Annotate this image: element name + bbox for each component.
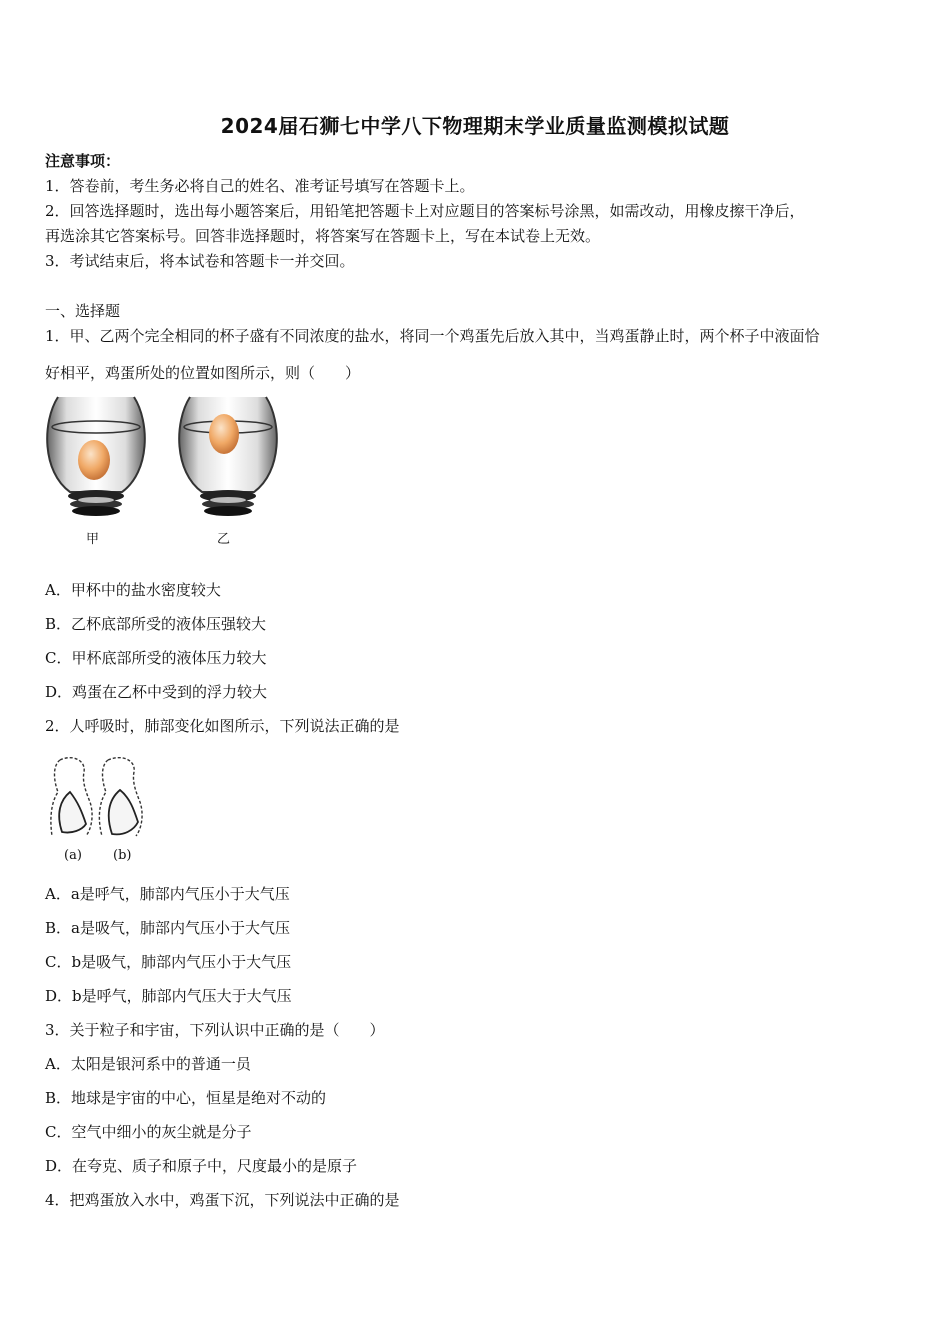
q1-option-d: D．鸡蛋在乙杯中受到的浮力较大 bbox=[45, 683, 268, 701]
q3-option-d: D．在夸克、质子和原子中，尺度最小的是原子 bbox=[45, 1157, 358, 1175]
q1-egg-cups-figure bbox=[40, 392, 290, 522]
q1-option-c: C．甲杯底部所受的液体压力较大 bbox=[45, 649, 267, 667]
page-title: 2024届石狮七中学八下物理期末学业质量监测模拟试题 bbox=[220, 114, 730, 138]
notice-item-2: 2．回答选择题时，选出每小题答案后，用铅笔把答题卡上对应题目的答案标号涂黑，如需改动，用橡皮擦干净后， bbox=[45, 202, 805, 220]
notice-heading: 注意事项： bbox=[45, 152, 121, 170]
q2-option-c: C．b是吸气，肺部内气压小于大气压 bbox=[45, 953, 292, 971]
q1-label-jia: 甲 bbox=[86, 532, 100, 547]
q1-stem-line1: 1．甲、乙两个完全相同的杯子盛有不同浓度的盐水，将同一个鸡蛋先后放入其中，当鸡蛋静止时，两个杯子中液面恰 bbox=[45, 327, 820, 345]
egg-yi bbox=[209, 414, 239, 454]
q1-option-a: A．甲杯中的盐水密度较大 bbox=[45, 581, 221, 599]
q3-stem: 3．关于粒子和宇宙，下列认识中正确的是（ ） bbox=[45, 1021, 385, 1039]
q2-stem: 2．人呼吸时，肺部变化如图所示，下列说法正确的是 bbox=[45, 717, 400, 735]
egg-jia bbox=[78, 440, 110, 480]
q3-option-c: C．空气中细小的灰尘就是分子 bbox=[45, 1123, 252, 1141]
q2-option-a: A．a是呼气，肺部内气压小于大气压 bbox=[45, 885, 290, 903]
q1-label-yi: 乙 bbox=[217, 532, 231, 547]
cup-jia bbox=[47, 397, 145, 516]
q2-label-a: (a) bbox=[64, 848, 82, 863]
q1-stem-line2: 好相平，鸡蛋所处的位置如图所示，则（ ） bbox=[45, 364, 361, 382]
notice-item-3: 3．考试结束后，将本试卷和答题卡一并交回。 bbox=[45, 252, 355, 270]
notice-item-2-cont: 再选涂其它答案标号。回答非选择题时，将答案写在答题卡上，写在本试卷上无效。 bbox=[45, 227, 601, 245]
q1-option-b: B．乙杯底部所受的液体压强较大 bbox=[45, 615, 267, 633]
notice-item-1: 1．答卷前，考生务必将自己的姓名、准考证号填写在答题卡上。 bbox=[45, 177, 475, 195]
q4-stem: 4．把鸡蛋放入水中，鸡蛋下沉，下列说法中正确的是 bbox=[45, 1191, 400, 1209]
q2-option-b: B．a是吸气，肺部内气压小于大气压 bbox=[45, 919, 290, 937]
q3-option-b: B．地球是宇宙的中心，恒星是绝对不动的 bbox=[45, 1089, 327, 1107]
q3-option-a: A．太阳是银河系中的普通一员 bbox=[45, 1055, 251, 1073]
q2-lungs-figure bbox=[46, 752, 146, 842]
section-heading: 一、选择题 bbox=[45, 302, 121, 320]
cup-yi bbox=[179, 397, 277, 516]
q2-label-b: (b) bbox=[113, 848, 132, 863]
q2-option-d: D．b是呼气，肺部内气压大于大气压 bbox=[45, 987, 292, 1005]
